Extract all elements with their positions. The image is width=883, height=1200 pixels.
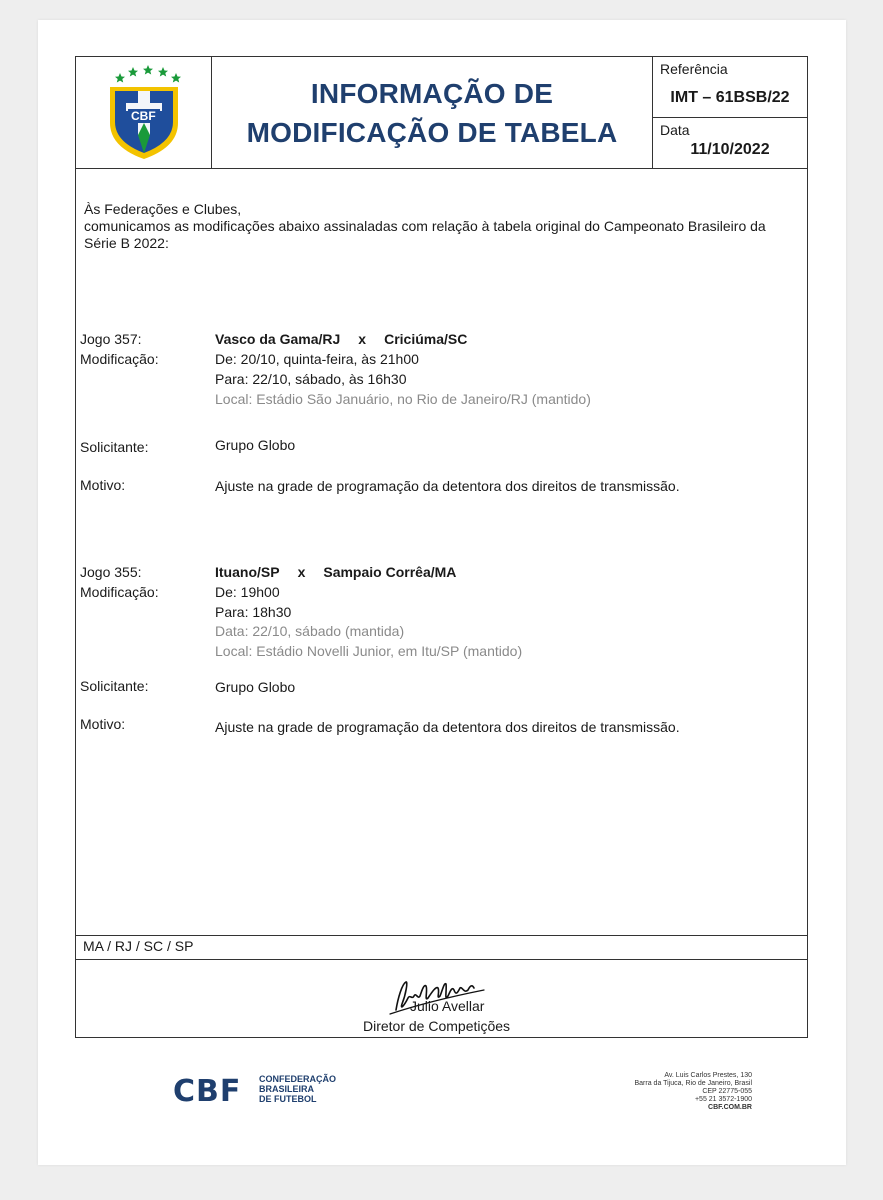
intro-line-1: Às Federações e Clubes, [84,201,242,217]
logo-text: CBF [131,109,156,123]
address-line-1: Av. Luis Carlos Prestes, 130 [664,1072,752,1079]
game2-x: x [297,564,306,580]
reference-cell [653,57,807,118]
signer-role: Diretor de Competições [363,1018,511,1034]
game2-requester: Grupo Globo [215,679,296,695]
game1-requester: Grupo Globo [215,437,296,453]
game1-requester-label: Solicitante: [80,439,149,455]
game2-local: Local: Estádio Novelli Junior, em Itu/SP (mantido) [215,643,523,659]
game2-reason: Ajuste na grade de programação da detentora dos direitos de transmissão. [215,719,680,735]
reference-value: IMT – 61BSB/22 [670,89,790,106]
game2-mod-label: Modificação: [80,584,159,600]
game2-matchup [215,562,456,582]
date-cell [653,118,807,169]
game1-away: Criciúma/SC [384,331,468,347]
game2-away: Sampaio Corrêa/MA [323,564,457,580]
game2-home: Ituano/SP [215,564,280,580]
address-line-3: CEP 22775-055 [702,1088,752,1095]
game1-x: x [358,331,367,347]
game1-home: Vasco da Gama/RJ [215,331,341,347]
date-value: 11/10/2022 [690,141,770,158]
title-line-2: MODIFICAÇÃO DE TABELA [246,117,618,148]
logo-cell [76,57,212,169]
game2-label: Jogo 355: [80,564,142,580]
date-label: Data [660,122,690,138]
signature-area [76,960,807,1037]
states-row [76,935,807,960]
address-line-4: +55 21 3572-1900 [694,1096,752,1103]
title-cell [212,57,653,169]
game2-to: Para: 18h30 [215,604,292,620]
brand-name-line-1: CONFEDERAÇÃO [259,1074,337,1084]
intro-line-2: comunicamos as modificações abaixo assinaladas com relação à tabela original do Campeonato Brasileiro da Série B 2022: [84,218,766,251]
game2-reason-label: Motivo: [80,716,126,732]
title-line-1: INFORMAÇÃO DE [310,78,554,109]
brand-name-line-2: BRASILEIRA [259,1084,315,1094]
document-header [76,57,807,169]
game1-label: Jogo 357: [80,331,142,347]
address-block [558,1072,752,1112]
game1-reason: Ajuste na grade de programação da detentora dos direitos de transmissão. [215,478,680,494]
game1-reason-label: Motivo: [80,477,126,493]
document-title [247,74,618,152]
game1-from: De: 20/10, quinta-feira, às 21h00 [215,351,419,367]
brand-name [259,1074,336,1104]
game2-requester-label: Solicitante: [80,678,149,694]
signer-name: Julio Avellar [410,998,485,1014]
game1-local: Local: Estádio São Januário, no Rio de Janeiro/RJ (mantido) [215,391,591,407]
game1-to: Para: 22/10, sábado, às 16h30 [215,371,407,387]
intro-text [84,201,799,252]
game1-matchup [215,329,467,349]
game2-from: De: 19h00 [215,584,280,600]
game2-date: Data: 22/10, sábado (mantida) [215,623,405,639]
game1-mod-label: Modificação: [80,351,159,367]
address-line-2: Barra da Tijuca, Rio de Janeiro, Brasil [634,1080,752,1087]
address-line-5: CBF.COM.BR [708,1104,752,1111]
states-list: MA / RJ / SC / SP [83,938,194,954]
document-page [38,20,846,1165]
document-frame [75,56,808,1038]
brand-name-line-3: DE FUTEBOL [259,1094,317,1104]
reference-label: Referência [660,61,728,77]
brand-mark: CBF [173,1074,242,1109]
